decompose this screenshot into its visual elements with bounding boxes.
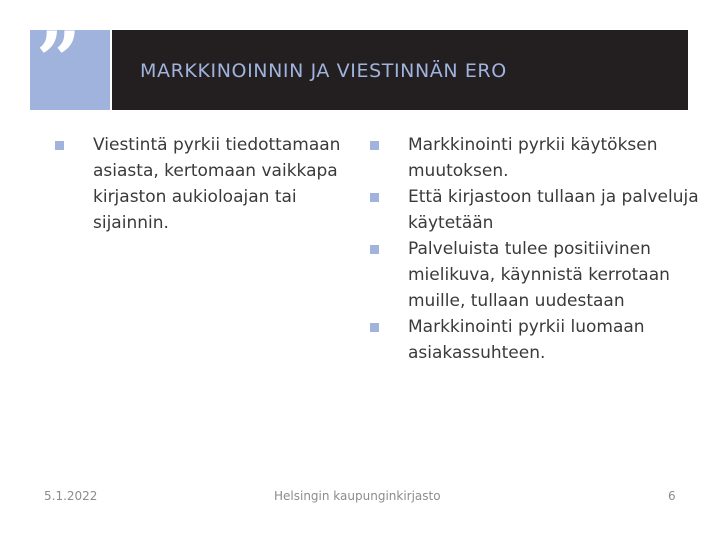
bullet-item [370,314,700,366]
square-bullet-icon [370,193,379,202]
bullet-item [370,236,700,314]
footer-date: 5.1.2022 [44,489,98,503]
quote-icon: ” [36,15,81,106]
square-bullet-icon [55,141,64,150]
square-bullet-icon [370,141,379,150]
title-bar [112,30,688,110]
bullet-text: Markkinointi pyrkii käytöksen muutoksen. [408,135,658,181]
page-number: 6 [668,489,676,503]
bullet-text: Viestintä pyrkii tiedottamaan asiasta, kertomaan vaikkapa kirjaston aukioloajan tai sijainnin. [93,135,341,233]
bullet-text: Palveluista tulee positiivinen mielikuva, käynnistä kerrotaan muille, tullaan uudestaan [408,239,670,311]
bullet-text: Markkinointi pyrkii luomaan asiakassuhteen. [408,317,645,363]
bullet-item [55,132,345,236]
bullet-item [370,132,700,184]
square-bullet-icon [370,245,379,254]
slide-title: MARKKINOINNIN JA VIESTINNÄN ERO [140,60,507,82]
right-bullet-list [370,132,700,366]
left-bullet-list [55,132,345,236]
square-bullet-icon [370,323,379,332]
quote-decoration [30,15,110,110]
bullet-item [370,184,700,236]
footer-organization: Helsingin kaupunginkirjasto [274,489,441,503]
bullet-text: Että kirjastoon tullaan ja palveluja käytetään [408,187,699,233]
